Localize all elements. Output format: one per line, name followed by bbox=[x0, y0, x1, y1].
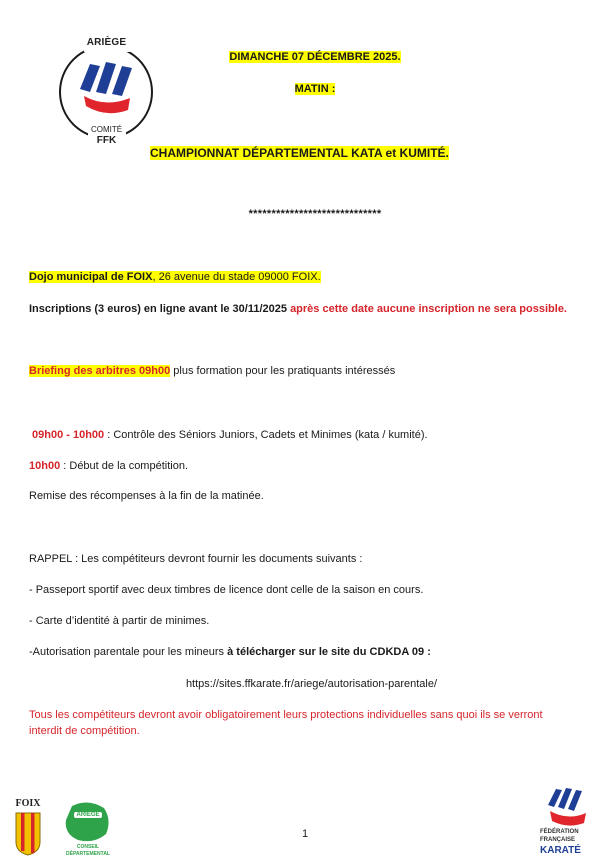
schedule-text-1: : Contrôle des Séniors Juniors, Cadets et Minimes (kata / kumité). bbox=[104, 429, 428, 441]
schedule-time-2: 10h00 bbox=[29, 460, 61, 472]
schedule-row-2 bbox=[29, 459, 188, 473]
reminder-item-3-b: à télécharger sur le site du CDKDA 09 : bbox=[227, 646, 431, 658]
venue-name: Dojo municipal de FOIX bbox=[29, 271, 153, 283]
reminder-intro-line bbox=[29, 552, 362, 566]
reminder-label: RAPPEL bbox=[29, 553, 73, 565]
protection-notice-line-2: interdit de compétition. bbox=[29, 725, 140, 737]
schedule-row-1 bbox=[32, 428, 428, 442]
comite-region: ARIÈGE bbox=[86, 37, 127, 48]
briefing-rest: plus formation pour les pratiquants intéressés bbox=[170, 365, 396, 377]
reminder-item-3-a: -Autorisation parentale pour les mineurs bbox=[29, 646, 228, 658]
protection-notice-line-1: Tous les compétiteurs devront avoir obligatoirement leurs protections individuelles sans quoi ils se verront bbox=[29, 709, 543, 721]
separator: ***************************** bbox=[248, 208, 382, 220]
comite-ffk: FFK bbox=[96, 135, 117, 146]
foix-shield-icon bbox=[15, 812, 41, 856]
foix-logo bbox=[12, 798, 44, 858]
registration-line bbox=[29, 302, 567, 316]
ffk-line-2: FRANÇAISE bbox=[540, 837, 576, 843]
venue-line bbox=[29, 270, 321, 284]
briefing-line bbox=[29, 364, 395, 378]
reminder-item-3 bbox=[29, 645, 431, 659]
event-date: DIMANCHE 07 DÉCEMBRE 2025. bbox=[229, 51, 401, 63]
schedule-time-1: 09h00 - 10h00 bbox=[32, 429, 105, 441]
ffk-logo-icon bbox=[540, 785, 596, 827]
ffk-logo bbox=[540, 785, 596, 863]
briefing-highlight: Briefing des arbitres 09h00 bbox=[29, 365, 171, 377]
registration-text: Inscriptions (3 euros) en ligne avant le 30/11/2025 bbox=[29, 303, 291, 315]
schedule-row-3: Remise des récompenses à la fin de la matinée. bbox=[29, 490, 264, 502]
comite-label: COMITÉ bbox=[90, 125, 123, 134]
page-number: 1 bbox=[301, 828, 309, 840]
venue-address: , 26 avenue du stade 09000 FOIX. bbox=[152, 271, 321, 283]
authorization-link[interactable]: https://sites.ffkarate.fr/ariege/autorisation-parentale/ bbox=[185, 678, 438, 690]
conseil-badge: ARIÈGE bbox=[74, 812, 102, 818]
ffk-line-3: KARATÉ bbox=[540, 845, 581, 856]
conseil-departemental-logo bbox=[58, 800, 118, 860]
event-session: MATIN : bbox=[294, 83, 336, 95]
comite-ffk-logo bbox=[54, 34, 159, 149]
schedule-text-2: : Début de la compétition. bbox=[60, 460, 188, 472]
foix-label: FOIX bbox=[15, 798, 41, 809]
conseil-line-2: DÉPARTEMENTAL bbox=[66, 851, 110, 857]
ffk-line-1: FÉDÉRATION bbox=[540, 829, 579, 835]
ariege-map-icon bbox=[58, 800, 118, 844]
registration-warning: après cette date aucune inscription ne sera possible. bbox=[290, 303, 567, 315]
reminder-item-2: - Carte d’identité à partir de minimes. bbox=[29, 615, 210, 627]
reminder-intro: : Les compétiteurs devront fournir les documents suivants : bbox=[72, 553, 363, 565]
reminder-item-1: - Passeport sportif avec deux timbres de licence dont celle de la saison en cours. bbox=[29, 584, 424, 596]
event-title: CHAMPIONNAT DÉPARTEMENTAL KATA et KUMITÉ. bbox=[150, 146, 449, 160]
conseil-line-1: CONSEIL bbox=[76, 844, 100, 850]
